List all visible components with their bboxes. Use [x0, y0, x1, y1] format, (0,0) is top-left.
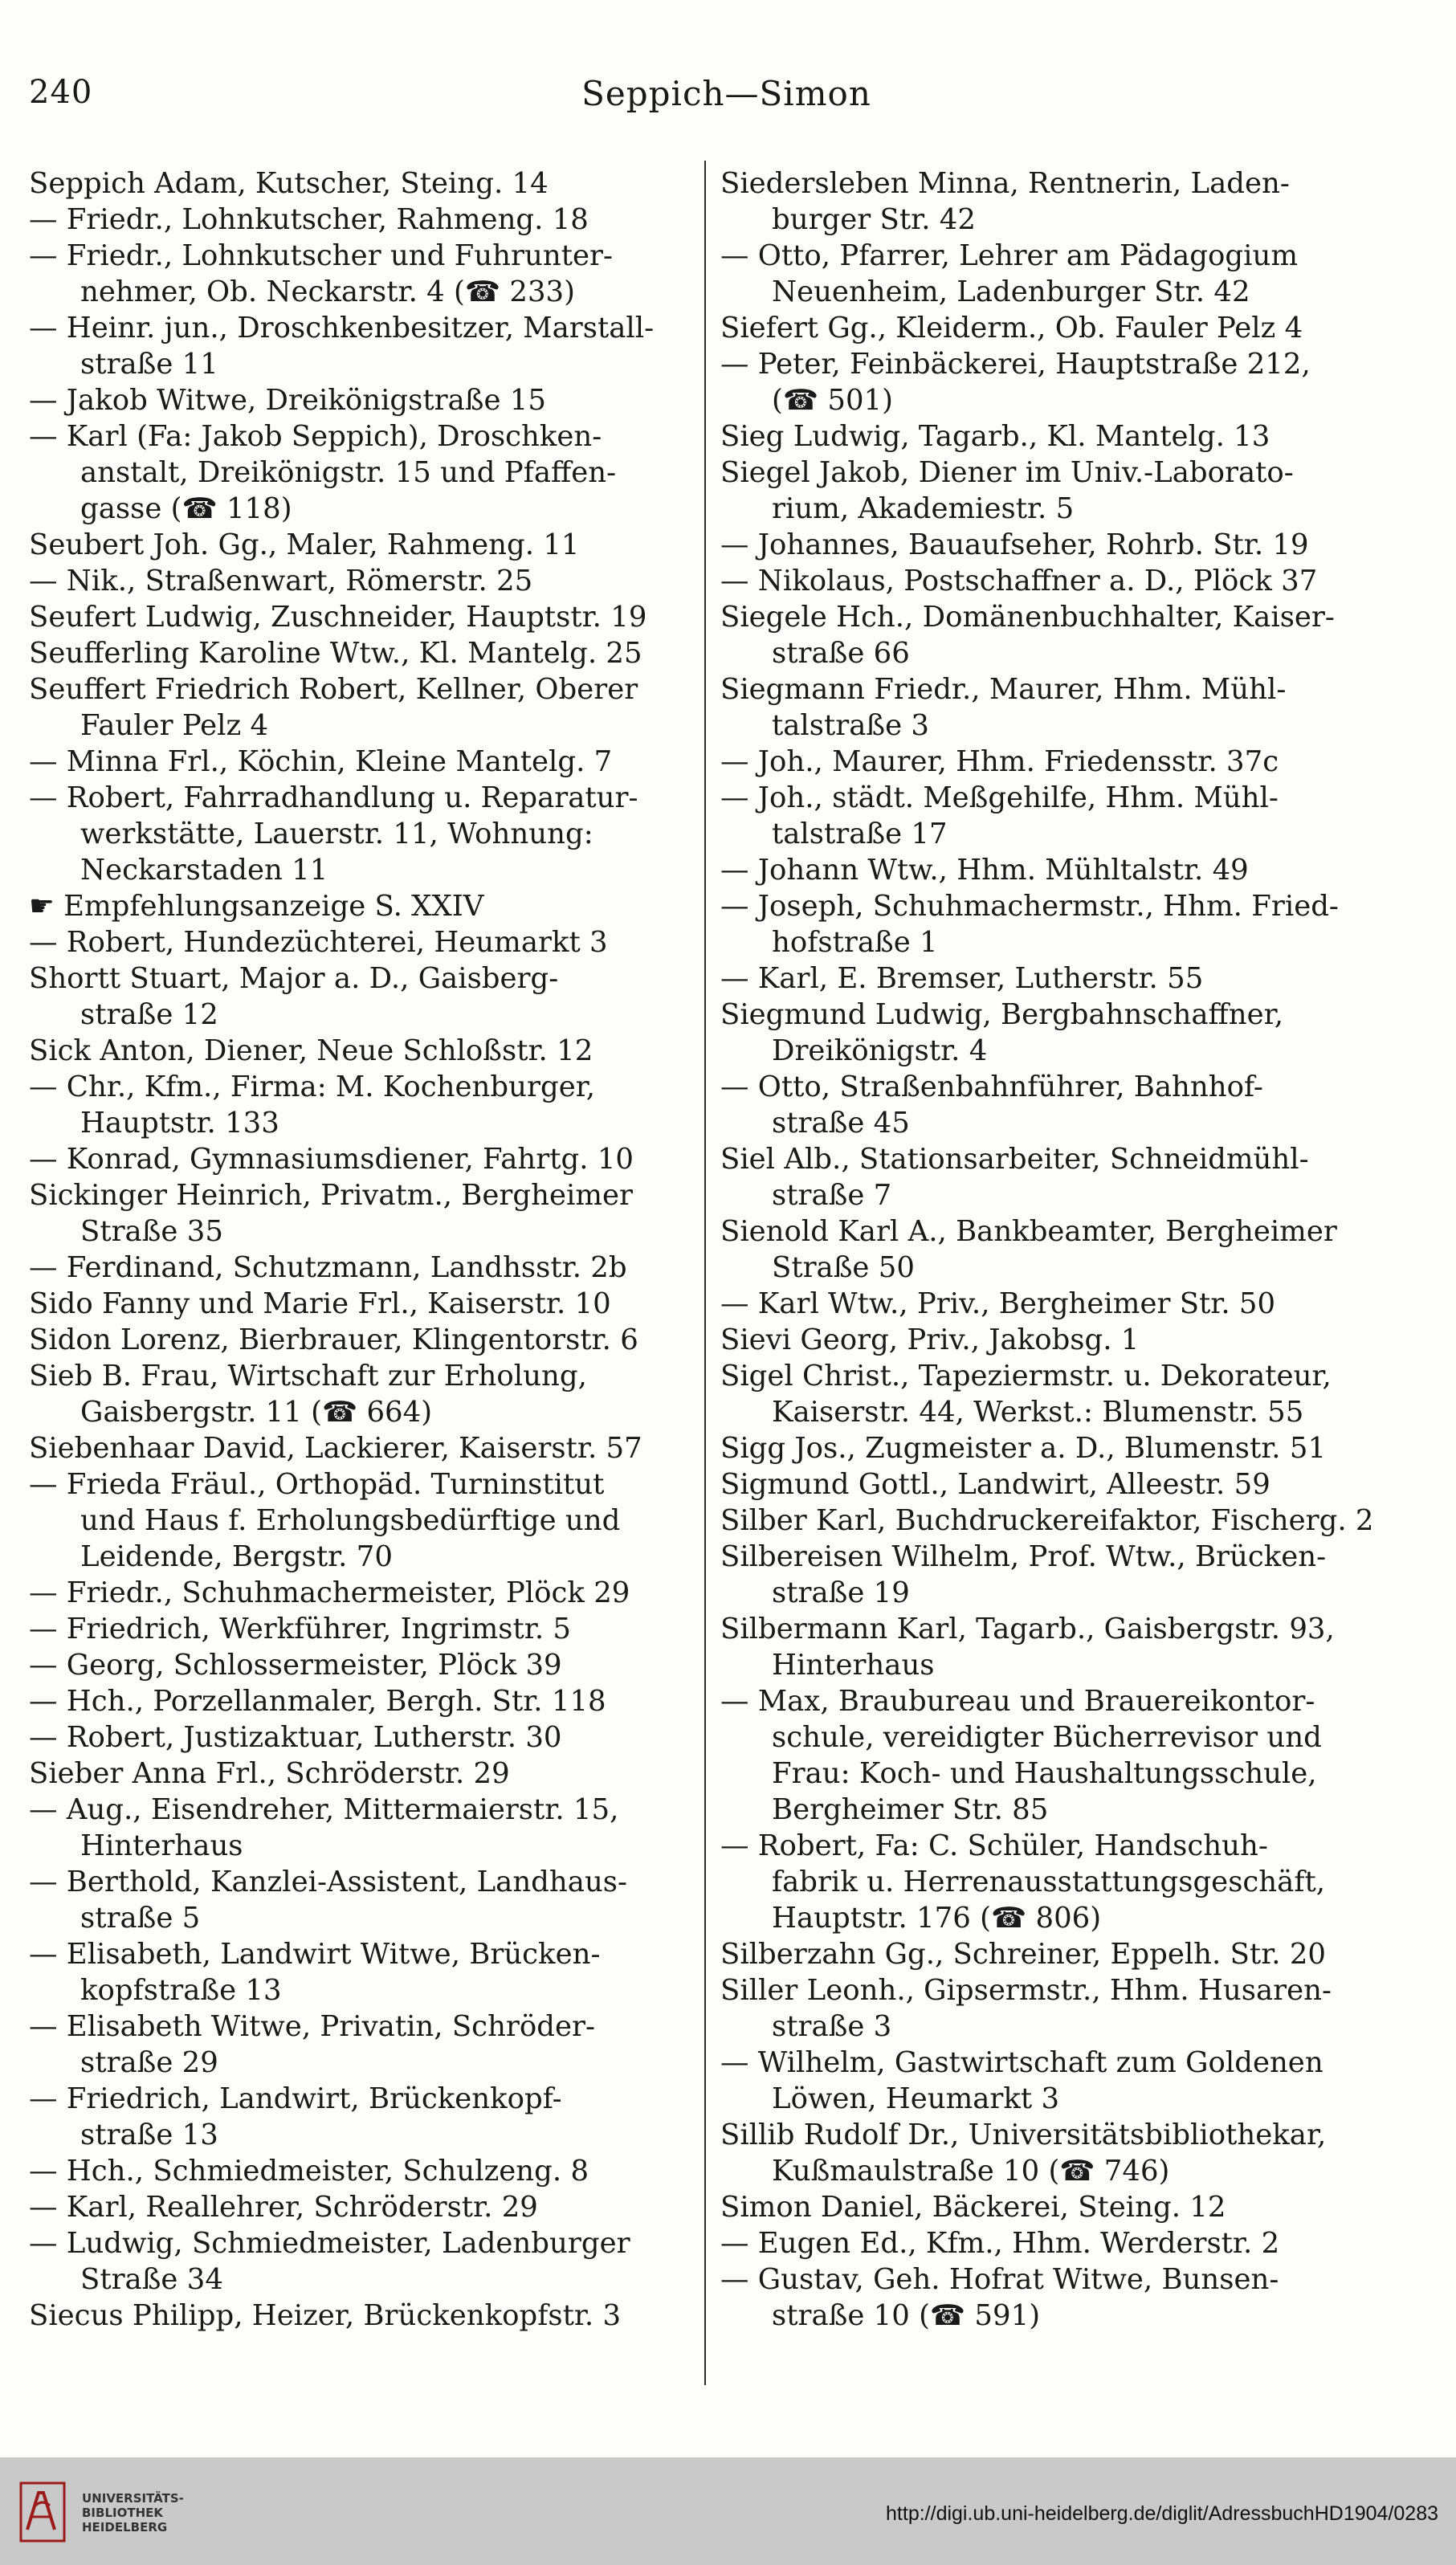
entry-continuation-line: burger Str. 42 — [772, 203, 976, 236]
entry-line: — Otto, Pfarrer, Lehrer am Pädagogium — [720, 239, 1298, 272]
directory-entry — [29, 1719, 704, 1756]
entry-line: Siecus Philipp, Heizer, Brückenkopfstr. 3 — [29, 2299, 622, 2332]
entry-line: Sieb B. Frau, Wirtschaft zur Erholung, — [29, 1360, 587, 1393]
directory-entry — [29, 1141, 704, 1177]
entry-line: Simon Daniel, Bäckerei, Steing. 12 — [720, 2191, 1226, 2224]
directory-entry — [29, 960, 704, 1033]
entry-line: Sievi Georg, Priv., Jakobsg. 1 — [720, 1323, 1140, 1356]
directory-entry — [720, 527, 1395, 563]
directory-entry — [29, 2189, 704, 2225]
entry-line: Siegmann Friedr., Maurer, Hhm. Mühl- — [720, 673, 1287, 706]
entry-continuation-line: straße 5 — [80, 1902, 201, 1935]
directory-entry — [720, 1358, 1395, 1430]
entry-line: Siegmund Ludwig, Bergbahnschaffner, — [720, 998, 1283, 1031]
entry-continuation-line: talstraße 17 — [772, 818, 948, 850]
right-column — [720, 165, 1395, 2334]
library-logo-text — [82, 2491, 184, 2534]
entry-continuation-line: Leidende, Bergstr. 70 — [80, 1540, 393, 1573]
directory-entry — [29, 527, 704, 563]
directory-entry — [720, 2117, 1395, 2189]
entry-continuation-line: straße 12 — [80, 998, 218, 1031]
entry-line: — Karl Wtw., Priv., Bergheimer Str. 50 — [720, 1287, 1276, 1320]
entry-continuation-line: gasse (☎ 118) — [80, 492, 292, 525]
logo-line: BIBLIOTHEK — [82, 2506, 163, 2520]
entry-continuation-line: Gaisbergstr. 11 (☎ 664) — [80, 1396, 433, 1429]
entry-line: Seppich Adam, Kutscher, Steing. 14 — [29, 167, 549, 200]
entry-line: — Chr., Kfm., Firma: M. Kochenburger, — [29, 1070, 596, 1103]
entry-line: — Karl, Reallehrer, Schröderstr. 29 — [29, 2191, 538, 2224]
directory-entry — [720, 780, 1395, 852]
entry-continuation-line: (☎ 501) — [772, 384, 893, 417]
directory-entry — [29, 1575, 704, 1611]
directory-entry — [720, 1972, 1395, 2045]
directory-entry — [720, 1936, 1395, 1972]
directory-entry — [720, 1539, 1395, 1611]
entry-line: Silber Karl, Buchdruckereifaktor, Fischerg. 2 — [720, 1504, 1374, 1537]
entry-line: Seubert Joh. Gg., Maler, Rahmeng. 11 — [29, 528, 580, 561]
directory-entry — [29, 635, 704, 671]
directory-entry — [29, 1358, 704, 1430]
directory-entry — [29, 744, 704, 780]
directory-entry — [29, 1177, 704, 1250]
entry-continuation-line: Dreikönigstr. 4 — [772, 1034, 988, 1067]
entry-line: — Hch., Schmiedmeister, Schulzeng. 8 — [29, 2155, 589, 2188]
entry-line: — Nikolaus, Postschaffner a. D., Plöck 37 — [720, 565, 1318, 597]
entry-continuation-line: Fauler Pelz 4 — [80, 709, 269, 742]
directory-entry — [29, 2225, 704, 2298]
entry-line: — Friedr., Lohnkutscher und Fuhrunter- — [29, 239, 613, 272]
directory-entry — [29, 1756, 704, 1792]
entry-line: Siller Leonh., Gipsermstr., Hhm. Husaren- — [720, 1974, 1332, 2007]
directory-entry — [29, 1250, 704, 1286]
directory-entry — [720, 997, 1395, 1069]
directory-entry — [29, 1430, 704, 1466]
entry-line: — Hch., Porzellanmaler, Bergh. Str. 118 — [29, 1685, 606, 1718]
directory-entry — [720, 1141, 1395, 1213]
entry-continuation-line: straße 11 — [80, 348, 218, 381]
entry-continuation-line: straße 66 — [772, 637, 910, 670]
source-url-link[interactable]: http://digi.ub.uni-heidelberg.de/diglit/AdressbuchHD1904/0283 — [886, 2502, 1438, 2525]
entry-line: — Otto, Straßenbahnführer, Bahnhof- — [720, 1070, 1263, 1103]
entry-line: — Elisabeth Witwe, Privatin, Schröder- — [29, 2010, 595, 2043]
directory-entry — [720, 1683, 1395, 1828]
entry-continuation-line: anstalt, Dreikönigstr. 15 und Pfaffen- — [80, 456, 617, 489]
directory-entry — [29, 1864, 704, 1936]
directory-entry — [720, 2261, 1395, 2334]
page-header — [29, 74, 1424, 122]
entry-line: Sigel Christ., Tapeziermstr. u. Dekorateur, — [720, 1360, 1332, 1393]
directory-entry — [720, 888, 1395, 960]
entry-line: Shortt Stuart, Major a. D., Gaisberg- — [29, 962, 559, 995]
entry-line: — Johann Wtw., Hhm. Mühltalstr. 49 — [720, 854, 1249, 887]
entry-continuation-line: straße 29 — [80, 2046, 218, 2079]
entry-line: Seufferling Karoline Wtw., Kl. Mantelg. 25 — [29, 637, 642, 670]
entry-line: — Robert, Fahrradhandlung u. Reparatur- — [29, 781, 638, 814]
entry-continuation-line: Hauptstr. 133 — [80, 1107, 279, 1140]
directory-entry — [720, 455, 1395, 527]
entry-line: Silberzahn Gg., Schreiner, Eppelh. Str. 20 — [720, 1938, 1327, 1971]
entry-continuation-line: Kaiserstr. 44, Werkst.: Blumenstr. 55 — [772, 1396, 1304, 1429]
entry-line: Siegele Hch., Domänenbuchhalter, Kaiser- — [720, 601, 1335, 634]
entry-line: — Gustav, Geh. Hofrat Witwe, Bunsen- — [720, 2263, 1279, 2296]
entry-line: Sickinger Heinrich, Privatm., Bergheimer — [29, 1179, 633, 1212]
entry-line: Sick Anton, Diener, Neue Schloßstr. 12 — [29, 1034, 593, 1067]
entry-continuation-line: straße 7 — [772, 1179, 892, 1212]
directory-entry — [720, 1503, 1395, 1539]
entry-line: — Wilhelm, Gastwirtschaft zum Goldenen — [720, 2046, 1323, 2079]
entry-line: — Aug., Eisendreher, Mittermaierstr. 15, — [29, 1793, 619, 1826]
entry-line: Silbermann Karl, Tagarb., Gaisbergstr. 93, — [720, 1613, 1335, 1645]
directory-entry — [720, 1322, 1395, 1358]
directory-entry — [29, 780, 704, 888]
entry-line: Sillib Rudolf Dr., Universitätsbibliothekar, — [720, 2118, 1327, 2151]
entry-line: Siefert Gg., Kleiderm., Ob. Fauler Pelz 4 — [720, 312, 1303, 345]
entry-continuation-line: und Haus f. Erholungsbedürftige und — [80, 1504, 621, 1537]
entry-continuation-line: Hinterhaus — [772, 1649, 935, 1682]
directory-entry — [720, 1286, 1395, 1322]
directory-entry — [29, 1286, 704, 1322]
directory-entry — [720, 2189, 1395, 2225]
directory-entry — [29, 2153, 704, 2189]
directory-entry — [720, 744, 1395, 780]
directory-entry — [29, 1033, 704, 1069]
directory-entry — [720, 418, 1395, 455]
directory-entry — [720, 1611, 1395, 1683]
entry-line: — Ludwig, Schmiedmeister, Ladenburger — [29, 2227, 630, 2260]
directory-entry — [29, 2008, 704, 2081]
directory-entry — [29, 202, 704, 238]
directory-entry — [720, 960, 1395, 997]
directory-entry — [29, 2081, 704, 2153]
directory-entry — [720, 2045, 1395, 2117]
entry-line: — Johannes, Bauaufseher, Rohrb. Str. 19 — [720, 528, 1309, 561]
directory-entry — [720, 599, 1395, 671]
entry-line: Siedersleben Minna, Rentnerin, Laden- — [720, 167, 1290, 200]
entry-continuation-line: rium, Akademiestr. 5 — [772, 492, 1075, 525]
entry-line: Sigmund Gottl., Landwirt, Alleestr. 59 — [720, 1468, 1270, 1501]
directory-entry — [29, 1683, 704, 1719]
entry-line: — Peter, Feinbäckerei, Hauptstraße 212, — [720, 348, 1311, 381]
entry-continuation-line: Straße 50 — [772, 1251, 915, 1284]
entry-line: — Friedrich, Werkführer, Ingrimstr. 5 — [29, 1613, 571, 1645]
directory-entry — [29, 310, 704, 382]
entry-line: — Friedrich, Landwirt, Brückenkopf- — [29, 2082, 562, 2115]
entry-line: Seufert Ludwig, Zuschneider, Hauptstr. 19 — [29, 601, 647, 634]
entry-continuation-line: nehmer, Ob. Neckarstr. 4 (☎ 233) — [80, 275, 575, 308]
page-number: 240 — [29, 74, 93, 111]
directory-entry — [29, 1466, 704, 1575]
entry-continuation-line: schule, vereidigter Bücherrevisor und — [772, 1721, 1322, 1754]
entry-line: — Heinr. jun., Droschkenbesitzer, Marstall- — [29, 312, 655, 345]
directory-entry — [720, 1213, 1395, 1286]
entry-line: — Ferdinand, Schutzmann, Landhsstr. 2b — [29, 1251, 627, 1284]
entry-line: — Joseph, Schuhmachermstr., Hhm. Fried- — [720, 890, 1339, 923]
logo-line: UNIVERSITÄTS- — [82, 2491, 184, 2506]
directory-entry — [720, 238, 1395, 310]
entry-continuation-line: talstraße 3 — [772, 709, 929, 742]
directory-entry — [720, 310, 1395, 346]
entry-line: Sido Fanny und Marie Frl., Kaiserstr. 10 — [29, 1287, 611, 1320]
directory-entry — [29, 238, 704, 310]
left-column — [29, 165, 704, 2334]
entry-line: — Friedr., Lohnkutscher, Rahmeng. 18 — [29, 203, 589, 236]
entry-line: — Berthold, Kanzlei-Assistent, Landhaus- — [29, 1866, 628, 1898]
entry-continuation-line: hofstraße 1 — [772, 926, 938, 959]
entry-line: — Jakob Witwe, Dreikönigstraße 15 — [29, 384, 546, 417]
directory-entry — [29, 165, 704, 202]
entry-line: — Nik., Straßenwart, Römerstr. 25 — [29, 565, 533, 597]
directory-entry — [29, 671, 704, 744]
directory-entry — [29, 1792, 704, 1864]
directory-entry — [720, 1069, 1395, 1141]
directory-entry — [720, 2225, 1395, 2261]
entry-continuation-line: Neckarstaden 11 — [80, 854, 328, 887]
entry-continuation-line: Neuenheim, Ladenburger Str. 42 — [772, 275, 1250, 308]
directory-entry — [720, 563, 1395, 599]
entry-line: Siel Alb., Stationsarbeiter, Schneidmühl- — [720, 1143, 1309, 1176]
entry-line: ☛ Empfehlungsanzeige S. XXIV — [29, 890, 484, 923]
directory-entry — [720, 165, 1395, 238]
entry-line: — Joh., städt. Meßgehilfe, Hhm. Mühl- — [720, 781, 1279, 814]
entry-continuation-line: kopfstraße 13 — [80, 1974, 282, 2007]
entry-line: — Elisabeth, Landwirt Witwe, Brücken- — [29, 1938, 601, 1971]
directory-entry — [720, 346, 1395, 418]
entry-line: — Friedr., Schuhmachermeister, Plöck 29 — [29, 1576, 630, 1609]
entry-line: Sigg Jos., Zugmeister a. D., Blumenstr. 51 — [720, 1432, 1327, 1465]
directory-entry — [720, 1430, 1395, 1466]
directory-entry — [29, 599, 704, 635]
entry-line: — Joh., Maurer, Hhm. Friedensstr. 37c — [720, 745, 1279, 778]
column-divider — [704, 161, 706, 2385]
entry-continuation-line: straße 3 — [772, 2010, 892, 2043]
page-title: Seppich—Simon — [581, 74, 871, 113]
entry-continuation-line: straße 13 — [80, 2118, 218, 2151]
directory-entry — [29, 1611, 704, 1647]
entry-continuation-line: Löwen, Heumarkt 3 — [772, 2082, 1060, 2115]
entry-line: — Robert, Fa: C. Schüler, Handschuh- — [720, 1829, 1268, 1862]
entry-line: Sienold Karl A., Bankbeamter, Bergheimer — [720, 1215, 1337, 1248]
entry-line: — Minna Frl., Köchin, Kleine Mantelg. 7 — [29, 745, 613, 778]
directory-entry — [29, 1647, 704, 1683]
entry-continuation-line: straße 10 (☎ 591) — [772, 2299, 1041, 2332]
directory-entry — [29, 1936, 704, 2008]
directory-entry — [720, 671, 1395, 744]
entry-continuation-line: straße 45 — [772, 1107, 910, 1140]
library-logo-icon — [19, 2481, 66, 2543]
entry-line: — Eugen Ed., Kfm., Hhm. Werderstr. 2 — [720, 2227, 1280, 2260]
directory-entry — [29, 382, 704, 418]
entry-continuation-line: werkstätte, Lauerstr. 11, Wohnung: — [80, 818, 593, 850]
entry-line: Seuffert Friedrich Robert, Kellner, Oberer — [29, 673, 638, 706]
entry-line: — Konrad, Gymnasiumsdiener, Fahrtg. 10 — [29, 1143, 634, 1176]
directory-entry — [29, 924, 704, 960]
entry-continuation-line: Kußmaulstraße 10 (☎ 746) — [772, 2155, 1170, 2188]
directory-entry — [29, 1322, 704, 1358]
entry-line: Sieg Ludwig, Tagarb., Kl. Mantelg. 13 — [720, 420, 1270, 453]
entry-line: — Karl (Fa: Jakob Seppich), Droschken- — [29, 420, 602, 453]
directory-entry — [720, 852, 1395, 888]
entry-line: Sieber Anna Frl., Schröderstr. 29 — [29, 1757, 510, 1790]
logo-line: HEIDELBERG — [82, 2520, 168, 2534]
directory-entry — [29, 888, 704, 924]
entry-line: Siebenhaar David, Lackierer, Kaiserstr. 57 — [29, 1432, 642, 1465]
directory-entry — [29, 1069, 704, 1141]
entry-line: — Georg, Schlossermeister, Plöck 39 — [29, 1649, 562, 1682]
directory-entry — [29, 418, 704, 527]
entry-line: Sidon Lorenz, Bierbrauer, Klingentorstr. 6 — [29, 1323, 638, 1356]
entry-continuation-line: Frau: Koch- und Haushaltungsschule, — [772, 1757, 1317, 1790]
entry-continuation-line: Straße 35 — [80, 1215, 223, 1248]
entry-continuation-line: Bergheimer Str. 85 — [772, 1793, 1049, 1826]
entry-line: Siegel Jakob, Diener im Univ.-Laborato- — [720, 456, 1294, 489]
entry-line: Silbereisen Wilhelm, Prof. Wtw., Brücken- — [720, 1540, 1327, 1573]
entry-continuation-line: Straße 34 — [80, 2263, 223, 2296]
entry-line: — Robert, Justizaktuar, Lutherstr. 30 — [29, 1721, 562, 1754]
entry-line: — Karl, E. Bremser, Lutherstr. 55 — [720, 962, 1204, 995]
entry-line: — Frieda Fräul., Orthopäd. Turninstitut — [29, 1468, 605, 1501]
entry-line: — Max, Braubureau und Brauereikontor- — [720, 1685, 1315, 1718]
entry-continuation-line: fabrik u. Herrenausstattungsgeschäft, — [772, 1866, 1326, 1898]
directory-entry — [29, 2298, 704, 2334]
directory-entry — [720, 1828, 1395, 1936]
directory-entry — [29, 563, 704, 599]
directory-entry — [720, 1466, 1395, 1503]
entry-continuation-line: Hauptstr. 176 (☎ 806) — [772, 1902, 1102, 1935]
entry-continuation-line: Hinterhaus — [80, 1829, 243, 1862]
entry-continuation-line: straße 19 — [772, 1576, 910, 1609]
entry-line: — Robert, Hundezüchterei, Heumarkt 3 — [29, 926, 608, 959]
